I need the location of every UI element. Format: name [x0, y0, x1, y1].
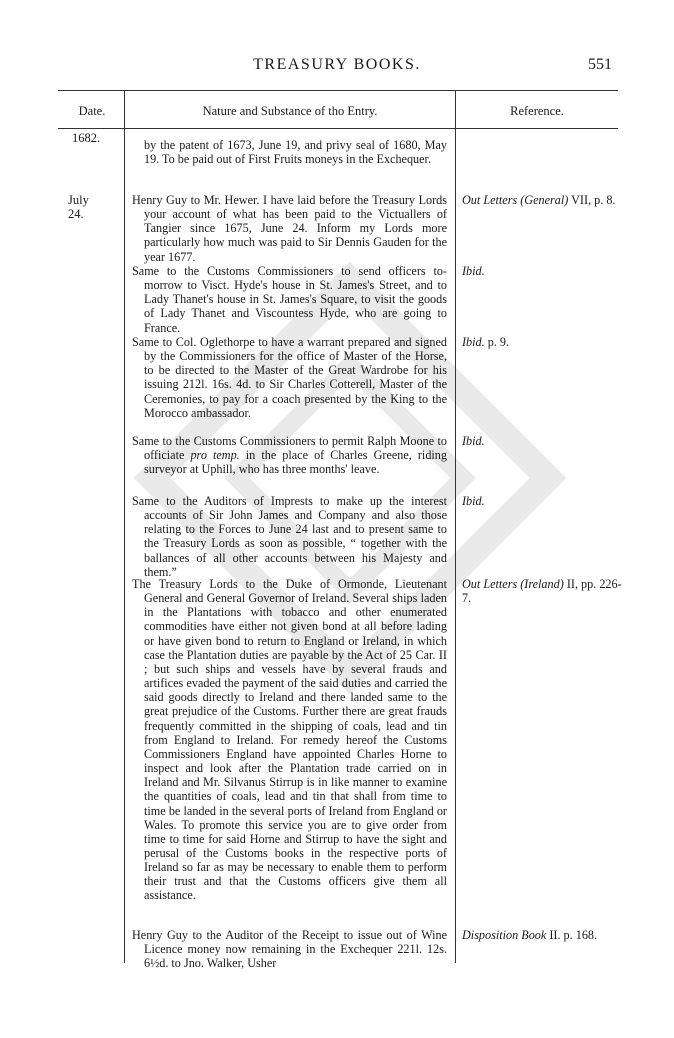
header-bottom-rule — [58, 128, 618, 129]
header-top-rule — [58, 90, 618, 91]
entry-text-italic: pro temp. — [190, 448, 240, 463]
column-header-nature: Nature and Substance of tho Entry. — [202, 104, 378, 118]
header-divider-ref — [455, 90, 456, 128]
entry-reference — [462, 928, 622, 942]
entry-text-part: in the place of Charles Greene, riding surveyor at Uphill, who has three months' leave. — [144, 448, 447, 477]
entry-text: Same to the Customs Commissioners to send officers to-morrow to Visct. Hyde's house in St. James's Street, and to Lady Thanet's house in St. James's Square, to visit the goods of Lady Thanet and Viscountess Hyde, who are going to France. — [132, 264, 447, 335]
entry-reference — [462, 577, 622, 605]
entry-date: July 24. — [68, 193, 89, 222]
column-header-date: Date. — [78, 104, 106, 118]
running-title: TREASURY BOOKS. — [253, 56, 421, 73]
column-header-reference: Reference. — [510, 104, 564, 118]
reference-title: Ibid. — [462, 335, 485, 349]
entry-reference — [462, 193, 622, 207]
reference-locator: p. 9. — [484, 335, 510, 349]
header-divider-date — [124, 90, 125, 128]
entry-text: Henry Guy to Mr. Hewer. I have laid before the Treasury Lords your account of what has been paid to the Victuallers of Tangier since 1675, June 24. Inform my Lords more particularly how much was paid to Sir Dennis Gauden for the year 1677. — [132, 193, 447, 264]
reference-title: Out Letters (Ireland) — [462, 577, 564, 591]
entry-text — [132, 434, 447, 476]
entry-reference — [462, 494, 622, 508]
year-label: 1682. — [72, 131, 101, 145]
entry-text: Same to the Auditors of Imprests to make up the interest accounts of Sir John James and Company and also those relating to the Forces to June 24 last and to present same to the Treasury Lords as soon as possible, “ together with the ballances of all other accounts between his Majesty and them.” — [132, 494, 447, 579]
column-divider-date — [124, 128, 125, 963]
entry-reference — [462, 264, 622, 278]
reference-title: Out Letters (General) — [462, 193, 569, 207]
entry-text-part: Same to the Customs Commissioners to permit Ralph Moone to officiate — [132, 434, 447, 463]
entry-reference — [462, 335, 622, 349]
entry-text: The Treasury Lords to the Duke of Ormonde, Lieutenant General and General Governor of Ireland. Several ships laden in the Plantations with tobacco and other enumerated commodities have either not given bond at all before lading or have given bond to return to England or Ireland, in which case the Plantation duties are payable by the Act of 25 Car. II ; but such ships and vessels have by several frauds and artifices evaded the payment of the said duties and carried the said goods directly to Ireland and there landed same to the great prejudice of the Customs. Further there are great frauds frequently committed in the shipping of coals, lead and tin from England to Ireland. For remedy hereof the Customs Commissioners England have appointed Charles Horne to inspect and look after the Plantation trade carried on in Ireland and Mr. Silvanus Stirrup is in like manner to examine the quantities of coals, lead and tin that shall from time to time be landed in the several ports of Ireland from England or Wales. To promote this service you are to give order from time to time for said Horne and Stirrup to have the sight and perusal of the Customs books in the respective ports of Ireland so far as may be necessary to enable them to perform their trust and that the Customs officers give them all assistance. — [132, 577, 447, 903]
page-number: 551 — [588, 56, 612, 73]
reference-locator: VII, p. 8. — [568, 193, 616, 207]
reference-locator: II. p. 168. — [546, 928, 598, 942]
reference-locator: II, pp. 226-7. — [462, 577, 622, 606]
reference-title: Ibid. — [462, 434, 485, 448]
reference-title: Disposition Book — [462, 928, 547, 942]
reference-title: Ibid. — [462, 494, 485, 508]
reference-title: Ibid. — [462, 264, 485, 278]
entry-text: Same to Col. Oglethorpe to have a warrant prepared and signed by the Commissioners for the office of Master of the Horse, to be directed to the Master of the Great Wardrobe for his issuing 212l. 16s. 4d. to Sir Charles Cotterell, Master of the Ceremonies, to pay for a coach presented by the King to the Morocco ambassador. — [132, 335, 447, 420]
running-head — [0, 56, 674, 78]
column-divider-ref — [455, 128, 456, 963]
entry-text: Henry Guy to the Auditor of the Receipt to issue out of Wine Licence money now remaining in the Exchequer 221l. 12s. 6½d. to Jno. Walker, Usher — [132, 928, 447, 971]
entry-reference — [462, 434, 622, 448]
entry-text: by the patent of 1673, June 19, and privy seal of 1680, May 19. To be paid out of First Fruits moneys in the Exchequer. — [144, 138, 447, 167]
